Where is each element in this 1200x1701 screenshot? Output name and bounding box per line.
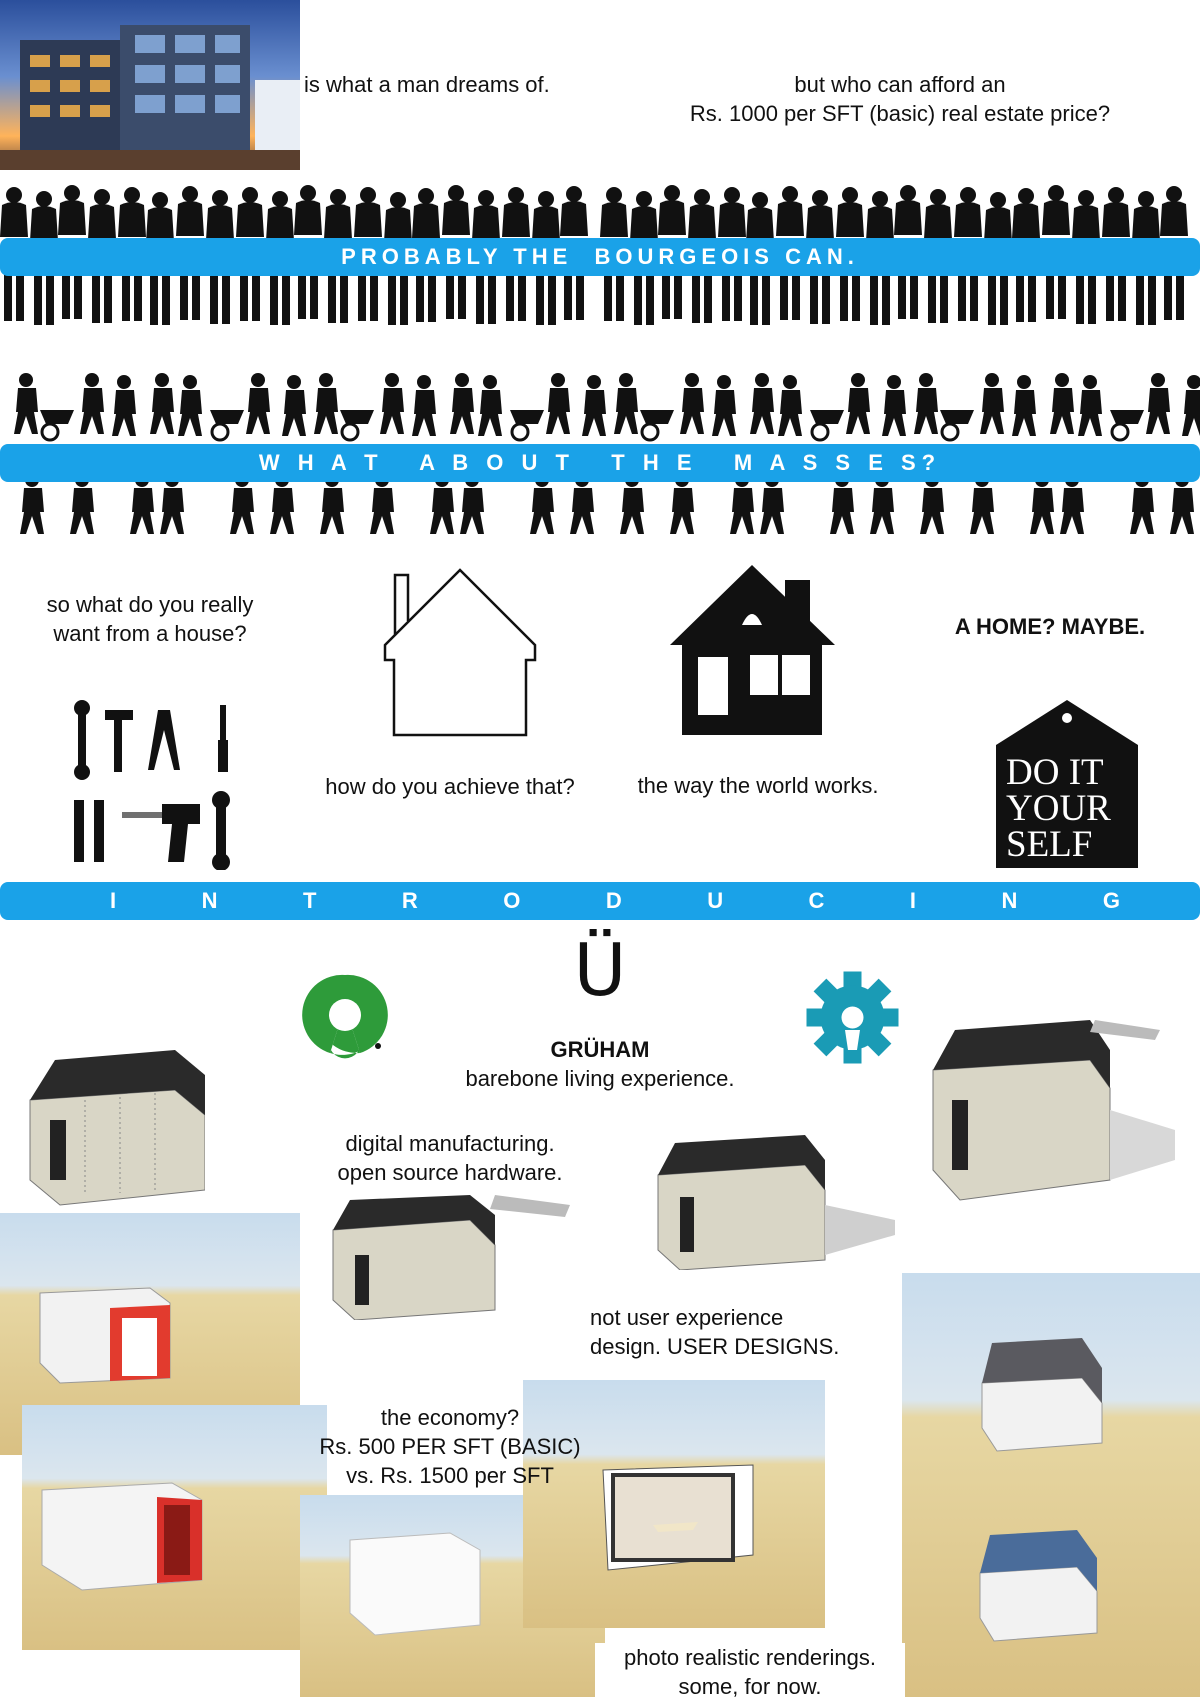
- ux-line-2: design. USER DESIGNS.: [590, 1334, 840, 1359]
- open-hardware-gear-icon: [805, 970, 900, 1065]
- home-maybe: A HOME? MAYBE.: [954, 614, 1146, 639]
- house-outline-icon: [380, 565, 540, 740]
- introducing-letter: N: [201, 888, 218, 913]
- bourgeois-banner-text: PROBABLY THE BOURGEOIS CAN.: [341, 244, 859, 269]
- economy-line-2: Rs. 500 PER SFT (BASIC): [319, 1434, 581, 1459]
- dream-text: is what a man dreams of.: [304, 72, 550, 97]
- product-name: GRÜHAM: [550, 1037, 650, 1062]
- introducing-letter: I: [110, 888, 117, 913]
- manufacturing-line-2: open source hardware.: [337, 1160, 563, 1185]
- diy-tag-text: [1006, 752, 1136, 865]
- introducing-letter: I: [909, 888, 917, 913]
- bourgeois-banner: [0, 238, 1200, 276]
- house-question: [20, 590, 280, 648]
- manufacturing-text: [290, 1129, 610, 1187]
- desert-render-2: [22, 1405, 327, 1650]
- world-works-text: the way the world works.: [637, 773, 879, 798]
- renderings-text: [595, 1643, 905, 1701]
- introducing-letter: C: [808, 888, 825, 913]
- pod-render-3: [655, 1135, 900, 1270]
- introducing-letter: D: [605, 888, 622, 913]
- introducing-banner: [0, 882, 1200, 920]
- introducing-letter: R: [401, 888, 418, 913]
- introducing-letter: T: [302, 888, 317, 913]
- afford-text: [640, 70, 1160, 128]
- product-tagline: barebone living experience.: [465, 1066, 735, 1091]
- ux-line-1: not user experience: [590, 1305, 784, 1330]
- introducing-letter: U: [707, 888, 724, 913]
- house-question-line-2: want from a house?: [53, 621, 247, 646]
- masses-banner-text: W H A T A B O U T T H E M A S S E S?: [258, 450, 942, 475]
- diy-line-3: SELF: [1006, 824, 1093, 865]
- tools-icon: [70, 700, 240, 870]
- renderings-line-1: photo realistic renderings.: [624, 1645, 876, 1670]
- gruham-logo: Ü: [573, 928, 627, 1012]
- renderings-line-2: some, for now.: [678, 1674, 822, 1699]
- manufacturing-line-1: digital manufacturing.: [345, 1131, 555, 1156]
- apartment-photo: [0, 0, 300, 170]
- afford-line-1: but who can afford an: [794, 72, 1006, 97]
- desert-render-5: [902, 1273, 1200, 1697]
- open-source-initiative-icon: [300, 970, 390, 1060]
- pod-render-4: [330, 1195, 575, 1320]
- pod-render-1: [25, 1045, 205, 1210]
- pod-render-2: [930, 1010, 1175, 1215]
- economy-line-1: the economy?: [380, 1405, 520, 1430]
- afford-line-2: Rs. 1000 per SFT (basic) real estate price?: [689, 101, 1111, 126]
- diy-line-2: YOUR: [1006, 788, 1111, 829]
- introducing-letter: G: [1102, 888, 1120, 913]
- economy-text: [290, 1403, 610, 1490]
- economy-line-3: vs. Rs. 1500 per SFT: [346, 1463, 554, 1488]
- masses-banner: [0, 444, 1200, 482]
- introducing-letter: N: [1001, 888, 1018, 913]
- house-filled-icon: [670, 565, 835, 735]
- ux-text: [590, 1303, 890, 1361]
- house-question-line-1: so what do you really: [46, 592, 254, 617]
- introducing-letter: O: [503, 888, 521, 913]
- diy-line-1: DO IT: [1006, 752, 1104, 793]
- achieve-text: how do you achieve that?: [325, 774, 575, 799]
- diy-tag-icon: [996, 700, 1138, 868]
